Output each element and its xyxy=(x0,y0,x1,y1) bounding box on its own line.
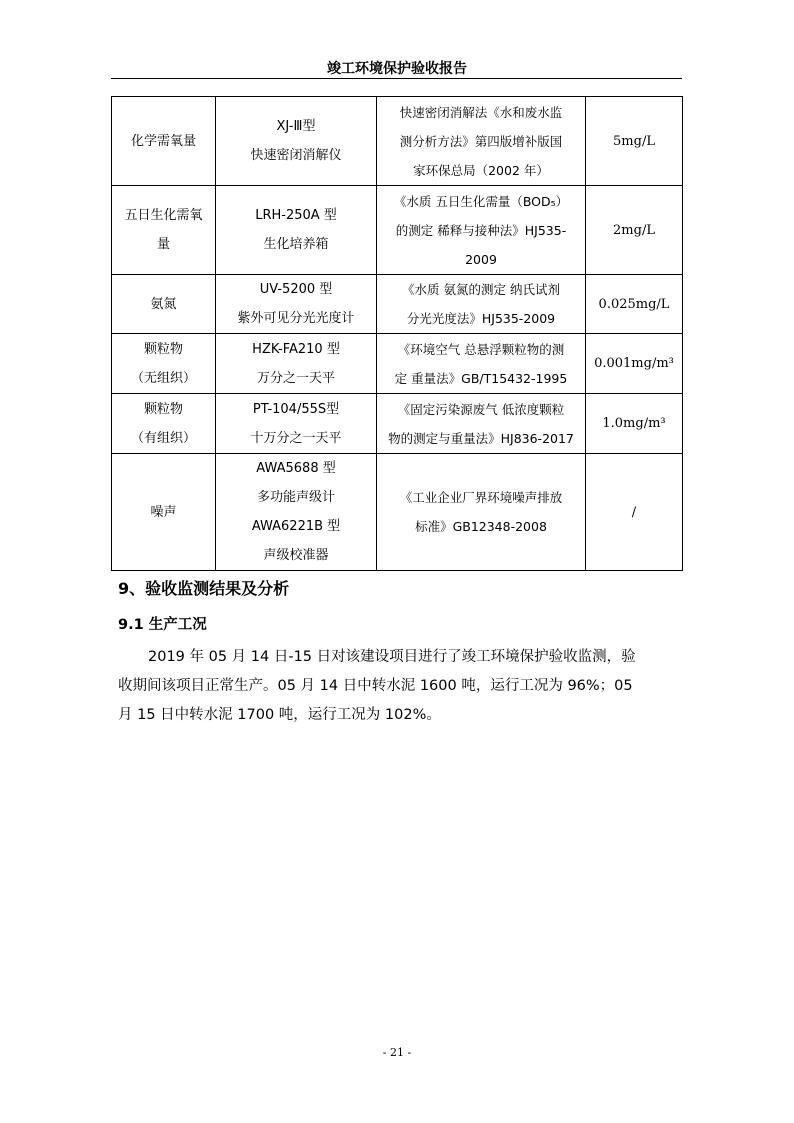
pollutant-item-cell xyxy=(112,186,216,275)
cell-text-line: 家环保总局（2002 年） xyxy=(413,162,549,178)
cell-text-line: PT-104/55S型 xyxy=(252,401,340,417)
detection-limit-cell: / xyxy=(586,454,683,571)
cell-text-line: 《固定污染源废气 低浓度颗粒 xyxy=(397,401,565,417)
paragraph-line: 月 15 日中转水泥 1700 吨，运行工况为 102%。 xyxy=(118,707,441,723)
cell-text-line: 《水质 氨氮的测定 纳氏试剂 xyxy=(402,282,560,297)
section-9-1-heading: 9.1 生产工况 xyxy=(118,617,207,633)
table-row xyxy=(112,394,683,454)
detection-limit-cell: 5mg/L xyxy=(586,97,683,186)
cell-text-line: AWA6221B 型 xyxy=(251,519,341,534)
detection-limit-cell: 1.0mg/m³ xyxy=(586,394,683,454)
instrument-cell xyxy=(216,97,377,186)
cell-text-line: 十万分之一天平 xyxy=(250,430,342,446)
analysis-method-cell xyxy=(377,186,586,275)
cell-text-line: 快速密闭消解仪 xyxy=(250,148,342,163)
cell-text-line: 定 重量法》GB/T15432-1995 xyxy=(394,370,568,386)
cell-text-line: 万分之一天平 xyxy=(256,370,335,386)
cell-text-line: 颗粒物 xyxy=(143,341,183,357)
analysis-method-cell xyxy=(377,334,586,394)
cell-text-line: 测分析方法》第四版增补版国 xyxy=(399,133,563,149)
paragraph-line: 2019 年 05 月 14 日-15 日对该建设项目进行了竣工环境保护验收监测，验 xyxy=(148,649,636,665)
analysis-method-cell xyxy=(377,275,586,334)
cell-text-line: （无组织） xyxy=(130,370,196,386)
cell-text-line: 快速密闭消解法《水和废水监 xyxy=(399,104,563,120)
instrument-cell xyxy=(216,275,377,334)
table-row xyxy=(112,186,683,275)
cell-text-line: 紫外可见分光光度计 xyxy=(237,311,355,326)
cell-text-line: 《工业企业厂界环境噪声排放 xyxy=(399,490,563,505)
cell-text-line: 氨氮 xyxy=(150,296,177,312)
pollutant-item-cell xyxy=(112,97,216,186)
pollutant-item-cell xyxy=(112,454,216,571)
cell-text-line: 五日生化需氧 xyxy=(124,208,203,223)
cell-text-line: 标准》GB12348-2008 xyxy=(415,519,547,534)
cell-text-line: 噪声 xyxy=(150,504,177,520)
cell-text-line: 颗粒物 xyxy=(143,401,183,417)
detection-limit-cell: 0.001mg/m³ xyxy=(586,334,683,394)
cell-text-line: 分光光度法》HJ535-2009 xyxy=(406,311,556,326)
cell-text-line: LRH-250A 型 xyxy=(255,208,337,223)
cell-text-line: 《环境空气 总悬浮颗粒物的测 xyxy=(397,341,565,357)
header-divider xyxy=(111,78,682,79)
table-row xyxy=(112,334,683,394)
cell-text-line: （有组织） xyxy=(130,430,196,446)
cell-text-line: 《水质 五日生化需量（BOD₅） xyxy=(393,193,569,209)
cell-text-line: 生化培养箱 xyxy=(263,237,329,252)
page-number: - 21 - xyxy=(382,1046,412,1059)
report-header-title: 竣工环境保护验收报告 xyxy=(327,61,467,77)
detection-limit-cell: 2mg/L xyxy=(586,186,683,275)
analysis-method-cell xyxy=(377,454,586,571)
cell-text-line: HZK-FA210 型 xyxy=(252,341,340,357)
cell-text-line: 化学需氧量 xyxy=(130,133,196,149)
instrument-cell xyxy=(216,334,377,394)
cell-text-line: 量 xyxy=(156,237,170,252)
cell-text-line: 2009 xyxy=(465,251,497,267)
analysis-method-cell xyxy=(377,97,586,186)
paragraph-line: 收期间该项目正常生产。05 月 14 日中转水泥 1600 吨，运行工况为 96%；05 xyxy=(118,678,633,694)
monitoring-method-table xyxy=(111,96,683,571)
instrument-cell xyxy=(216,454,377,571)
pollutant-item-cell xyxy=(112,394,216,454)
table-row xyxy=(112,275,683,334)
cell-text-line: XJ-Ⅲ型 xyxy=(276,119,316,134)
cell-text-line: 的测定 稀释与接种法》HJ535- xyxy=(395,222,567,238)
cell-text-line: UV-5200 型 xyxy=(259,282,333,297)
analysis-method-cell xyxy=(377,394,586,454)
instrument-cell xyxy=(216,186,377,275)
cell-text-line: AWA5688 型 xyxy=(256,461,336,476)
cell-text-line: 声级校准器 xyxy=(263,548,329,563)
cell-text-line: 物的测定与重量法》HJ836-2017 xyxy=(388,430,574,446)
cell-text-line: 多功能声级计 xyxy=(256,490,335,505)
production-conditions-paragraph xyxy=(118,643,666,730)
instrument-cell xyxy=(216,394,377,454)
pollutant-item-cell xyxy=(112,334,216,394)
table-row xyxy=(112,454,683,571)
section-9-heading: 9、验收监测结果及分析 xyxy=(118,579,290,598)
detection-limit-cell: 0.025mg/L xyxy=(586,275,683,334)
table-row xyxy=(112,97,683,186)
pollutant-item-cell xyxy=(112,275,216,334)
